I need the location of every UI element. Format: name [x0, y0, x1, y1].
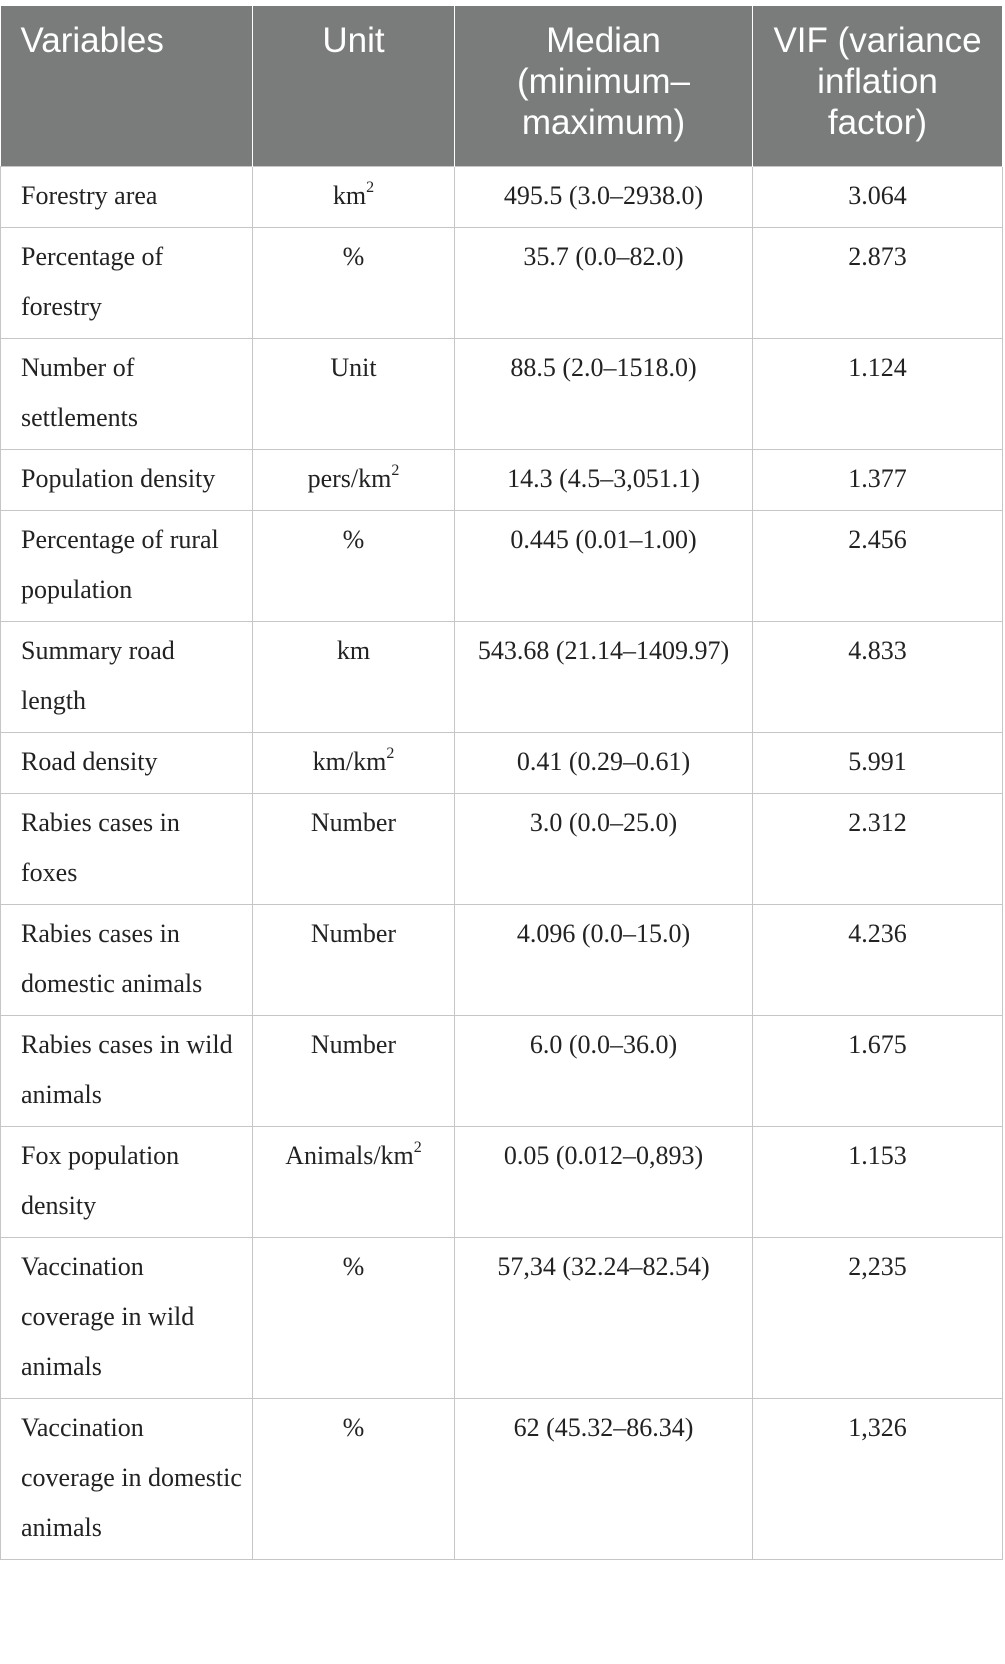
unit-text: Animals/km: [285, 1140, 414, 1170]
cell-unit: [253, 732, 455, 793]
cell-vif: 1.377: [753, 449, 1003, 510]
unit-text: Number: [310, 918, 397, 948]
cell-vif: 1,326: [753, 1398, 1003, 1559]
cell-unit: [253, 510, 455, 621]
unit-text: Number: [310, 1029, 397, 1059]
table-row: [1, 227, 1003, 338]
table-row: [1, 1398, 1003, 1559]
table-row: [1, 732, 1003, 793]
cell-variable: Percentage of forestry: [1, 227, 253, 338]
cell-variable: Percentage of rural population: [1, 510, 253, 621]
cell-unit: [253, 1015, 455, 1126]
unit-text: %: [342, 241, 365, 271]
cell-variable: Vaccination coverage in domestic animals: [1, 1398, 253, 1559]
table-row: [1, 510, 1003, 621]
cell-vif: 2,235: [753, 1237, 1003, 1398]
table-row: [1, 1237, 1003, 1398]
cell-vif: 2.456: [753, 510, 1003, 621]
cell-vif: 5.991: [753, 732, 1003, 793]
unit-superscript: 2: [413, 1138, 422, 1156]
variables-table: [0, 6, 1003, 1560]
header-unit: Unit: [253, 6, 455, 166]
cell-unit: [253, 227, 455, 338]
unit-superscript: 2: [391, 461, 400, 479]
cell-unit: [253, 449, 455, 510]
cell-variable: Rabies cases in foxes: [1, 793, 253, 904]
cell-unit: [253, 621, 455, 732]
cell-unit: [253, 1398, 455, 1559]
cell-vif: 1.153: [753, 1126, 1003, 1237]
cell-median: 6.0 (0.0–36.0): [455, 1015, 753, 1126]
cell-median: 543.68 (21.14–1409.97): [455, 621, 753, 732]
cell-median: 4.096 (0.0–15.0): [455, 904, 753, 1015]
cell-unit: [253, 1237, 455, 1398]
table-row: [1, 1126, 1003, 1237]
unit-text: %: [342, 1412, 365, 1442]
unit-text: km: [332, 180, 367, 210]
header-vif: VIF (variance inflation factor): [753, 6, 1003, 166]
table-row: [1, 166, 1003, 227]
table-row: [1, 338, 1003, 449]
cell-unit: [253, 1126, 455, 1237]
cell-variable: Summary road length: [1, 621, 253, 732]
cell-median: 0.05 (0.012–0,893): [455, 1126, 753, 1237]
cell-variable: Number of settlements: [1, 338, 253, 449]
header-row: [1, 6, 1003, 166]
unit-text: Unit: [330, 352, 377, 382]
cell-vif: 1.124: [753, 338, 1003, 449]
cell-median: 62 (45.32–86.34): [455, 1398, 753, 1559]
table-row: [1, 449, 1003, 510]
cell-median: 57,34 (32.24–82.54): [455, 1237, 753, 1398]
cell-vif: 2.873: [753, 227, 1003, 338]
table-row: [1, 793, 1003, 904]
cell-variable: Forestry area: [1, 166, 253, 227]
unit-text: km: [336, 635, 371, 665]
cell-variable: Population density: [1, 449, 253, 510]
table-row: [1, 904, 1003, 1015]
table-row: [1, 621, 1003, 732]
unit-text: %: [342, 1251, 365, 1281]
cell-variable: Road density: [1, 732, 253, 793]
cell-unit: [253, 904, 455, 1015]
header-median: Median (minimum–maximum): [455, 6, 753, 166]
unit-text: Number: [310, 807, 397, 837]
unit-text: %: [342, 524, 365, 554]
cell-variable: Rabies cases in wild animals: [1, 1015, 253, 1126]
cell-variable: Rabies cases in domestic animals: [1, 904, 253, 1015]
unit-superscript: 2: [386, 744, 395, 762]
unit-superscript: 2: [366, 178, 375, 196]
cell-variable: Vaccination coverage in wild animals: [1, 1237, 253, 1398]
unit-text: km/km: [312, 746, 387, 776]
cell-vif: 1.675: [753, 1015, 1003, 1126]
cell-vif: 3.064: [753, 166, 1003, 227]
cell-median: 35.7 (0.0–82.0): [455, 227, 753, 338]
cell-median: 0.41 (0.29–0.61): [455, 732, 753, 793]
cell-unit: [253, 338, 455, 449]
cell-vif: 4.236: [753, 904, 1003, 1015]
table-row: [1, 1015, 1003, 1126]
cell-unit: [253, 166, 455, 227]
cell-median: 495.5 (3.0–2938.0): [455, 166, 753, 227]
cell-unit: [253, 793, 455, 904]
cell-vif: 4.833: [753, 621, 1003, 732]
header-variables: Variables: [1, 6, 253, 166]
table-header: [1, 6, 1003, 166]
cell-median: 14.3 (4.5–3,051.1): [455, 449, 753, 510]
cell-median: 0.445 (0.01–1.00): [455, 510, 753, 621]
cell-variable: Fox population density: [1, 1126, 253, 1237]
cell-vif: 2.312: [753, 793, 1003, 904]
unit-text: pers/km: [307, 463, 392, 493]
cell-median: 3.0 (0.0–25.0): [455, 793, 753, 904]
cell-median: 88.5 (2.0–1518.0): [455, 338, 753, 449]
